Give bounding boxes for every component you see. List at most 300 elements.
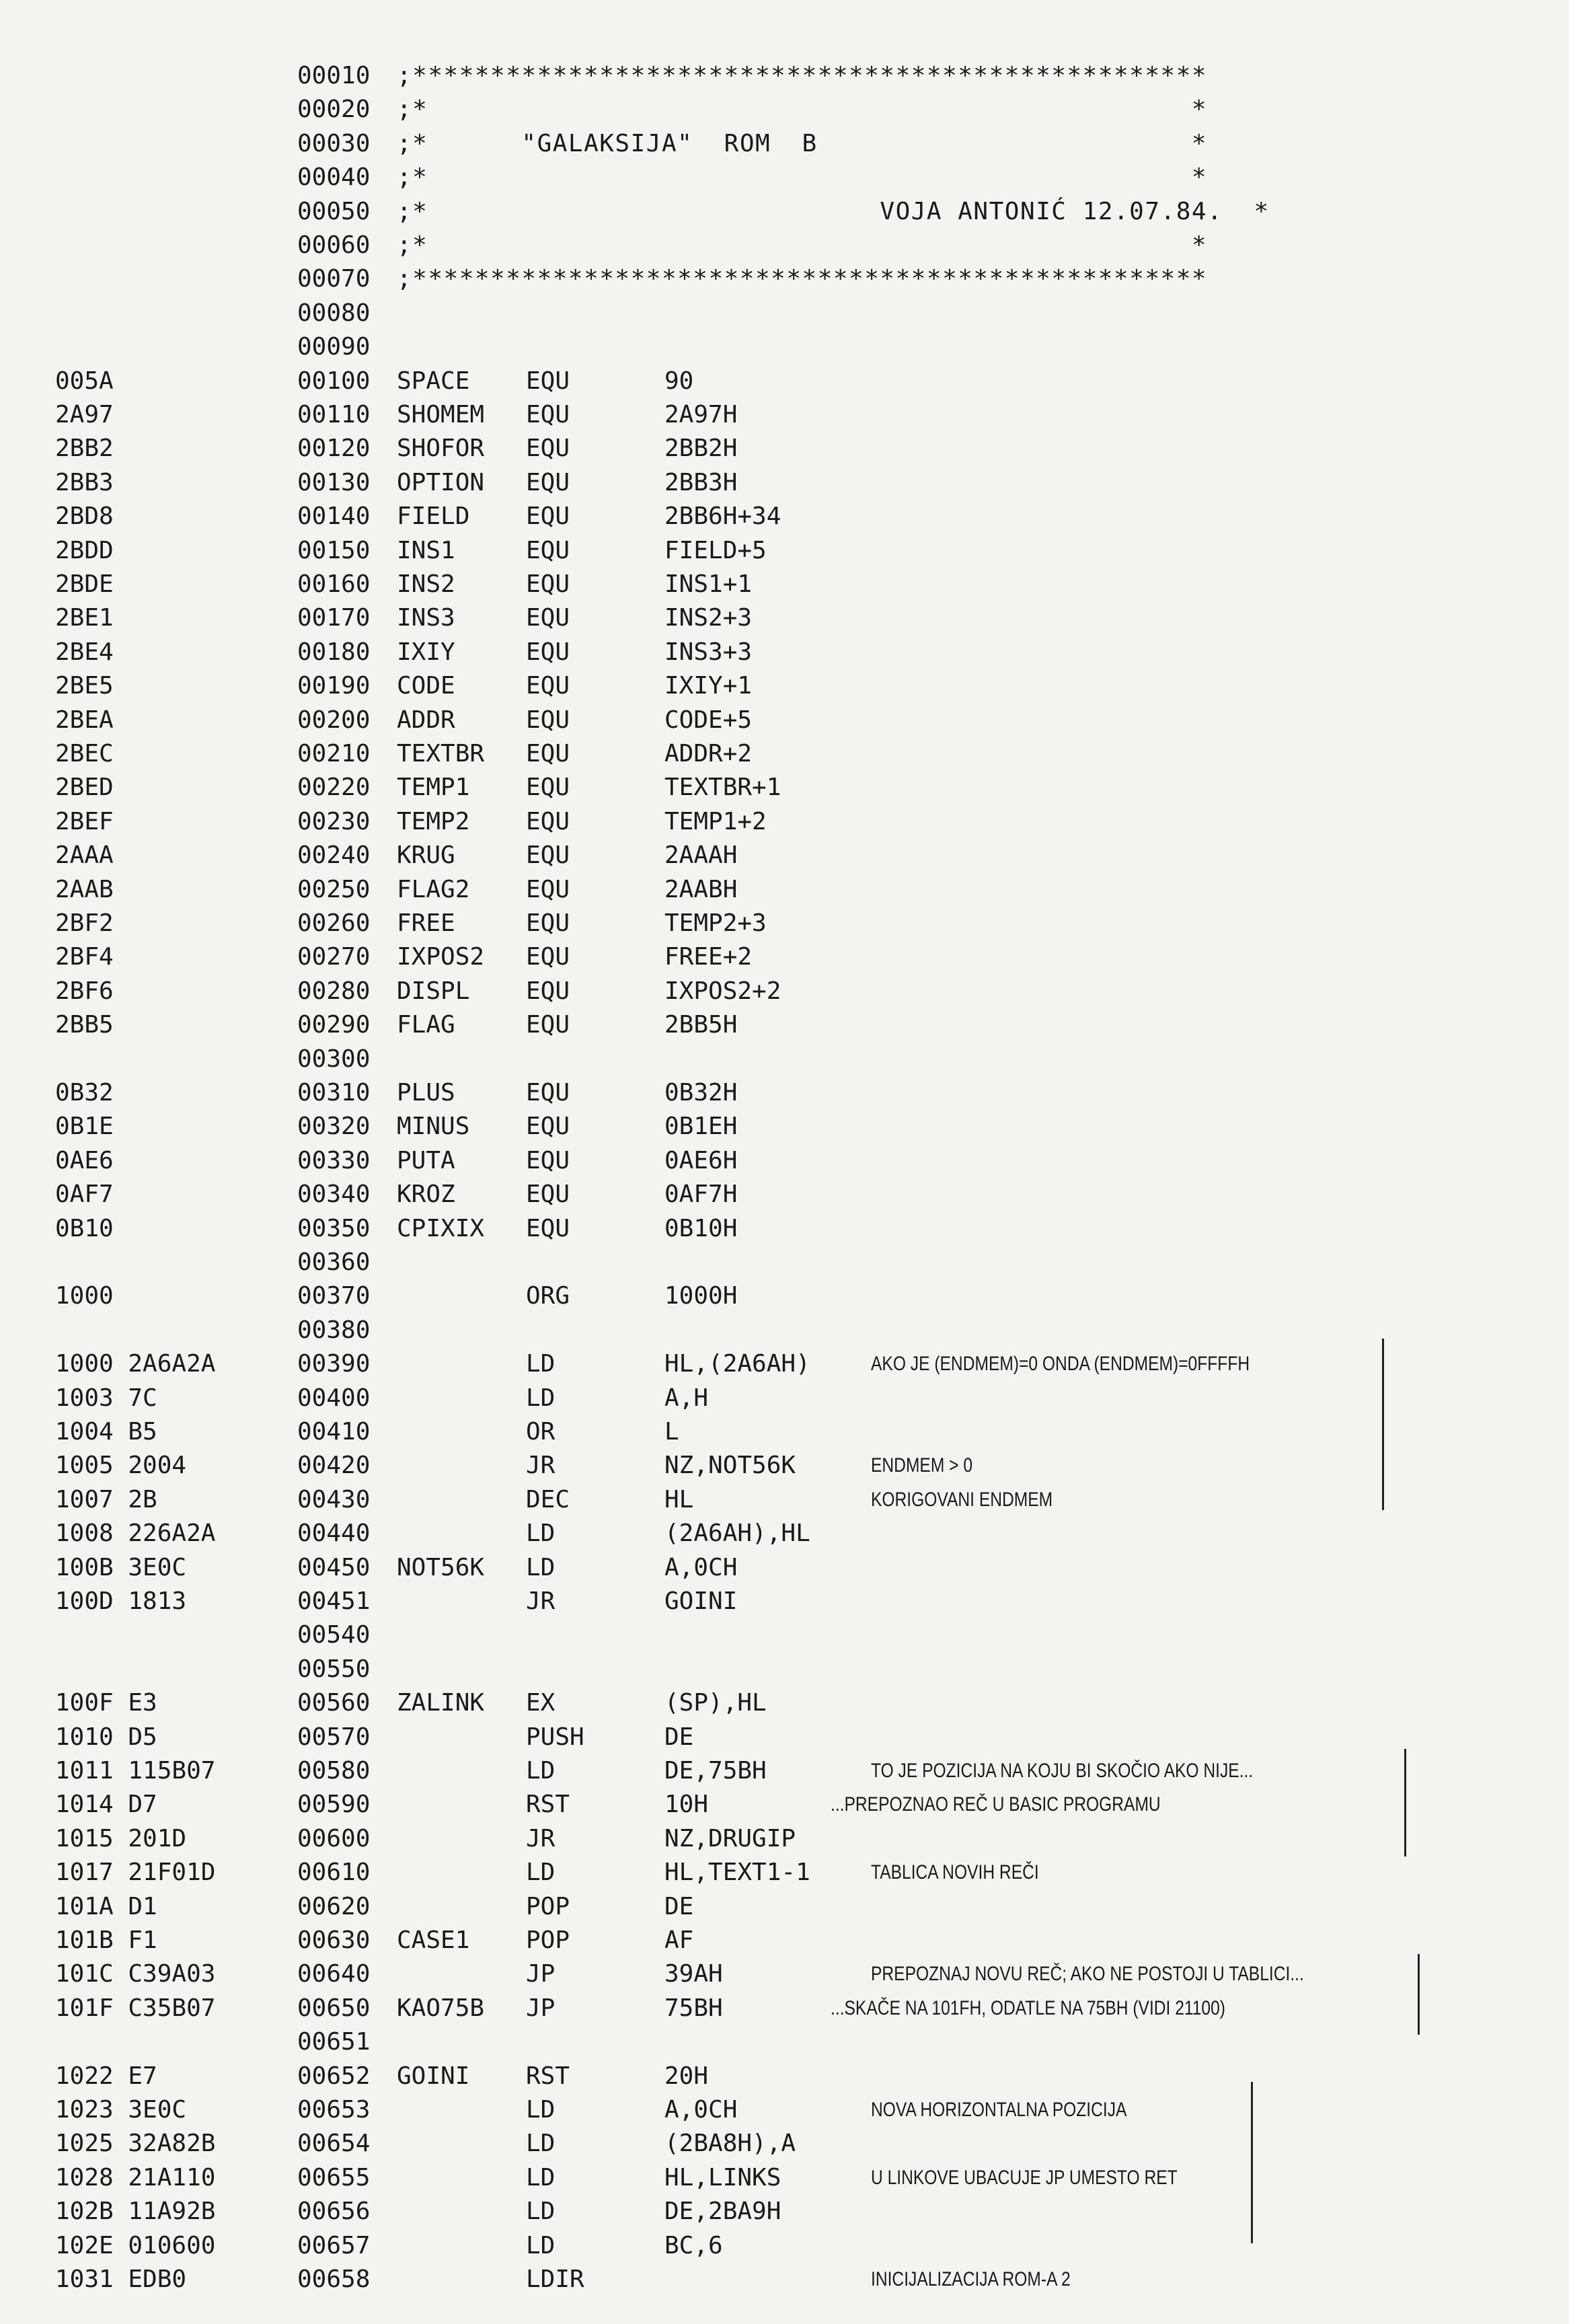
address-code: 2BE1 (55, 604, 114, 632)
line-number: 00410 (297, 1418, 371, 1446)
listing-line (0, 1347, 1569, 1381)
line-number: 00250 (297, 875, 371, 903)
line-number: 00540 (297, 1621, 371, 1649)
opcode: EQU (526, 468, 570, 496)
listing-line (0, 1686, 1569, 1720)
opcode: LD (526, 1553, 556, 1581)
operand: 20H (664, 2062, 709, 2090)
address-code: 101C C39A03 (55, 1960, 216, 1988)
line-number: 00360 (297, 1248, 371, 1276)
address-code: 101A D1 (55, 1892, 157, 1920)
line-number: 00230 (297, 807, 371, 835)
listing-line (0, 1856, 1569, 1889)
comment: KORIGOVANI ENDMEM (871, 1488, 1053, 1511)
line-number: 00650 (297, 1994, 371, 2022)
comment: INICIJALIZACIJA ROM-A 2 (871, 2268, 1071, 2290)
operand: IXIY+1 (664, 672, 753, 700)
opcode: LDIR (526, 2265, 584, 2293)
operand: 10H (664, 1791, 709, 1819)
operand: 2A97H (664, 401, 738, 428)
address-code: 2BD8 (55, 502, 114, 531)
opcode: EQU (526, 706, 570, 734)
operand: AF (664, 1926, 694, 1954)
line-number: 00420 (297, 1452, 371, 1480)
header-box-text: ;* * (397, 163, 1208, 192)
label: DISPL (397, 977, 470, 1005)
address-code: 1000 2A6A2A (55, 1350, 216, 1378)
address-code: 1022 E7 (55, 2062, 157, 2090)
opcode: EQU (526, 943, 570, 971)
address-code: 100F E3 (55, 1689, 157, 1717)
line-number: 00658 (297, 2265, 371, 2293)
operand: HL,LINKS (664, 2163, 781, 2191)
operand: NZ,DRUGIP (664, 1824, 796, 1852)
operand: 0B10H (664, 1214, 738, 1242)
line-number: 00580 (297, 1757, 371, 1785)
line-number: 00590 (297, 1791, 371, 1819)
operand: NZ,NOT56K (664, 1452, 796, 1480)
comment: AKO JE (ENDMEM)=0 ONDA (ENDMEM)=0FFFFH (871, 1353, 1250, 1376)
header-box-text: ;* "GALAKSIJA" ROM B * (397, 129, 1208, 157)
address-code: 1010 D5 (55, 1723, 157, 1751)
listing-line (0, 907, 1569, 940)
opcode: JP (526, 1994, 556, 2022)
address-code: 0B1E (55, 1113, 114, 1141)
operand: HL (664, 1485, 694, 1513)
line-number: 00654 (297, 2130, 371, 2158)
listing-line (0, 601, 1569, 635)
comment: TABLICA NOVIH REČI (871, 1861, 1039, 1884)
header-box-text: ;* VOJA ANTONIĆ 12.07.84. * (397, 197, 1270, 225)
operand: HL,TEXT1-1 (664, 1859, 810, 1887)
comment: ENDMEM > 0 (871, 1454, 973, 1477)
opcode: EQU (526, 638, 570, 666)
operand: 39AH (664, 1960, 723, 1988)
listing-line (0, 59, 1569, 93)
line-number: 00340 (297, 1180, 371, 1209)
address-code: 2BF6 (55, 977, 114, 1005)
comment: TO JE POZICIJA NA KOJU BI SKOČIO AKO NIJE... (871, 1760, 1254, 1782)
listing-line (0, 1551, 1569, 1585)
address-code: 2AAA (55, 841, 114, 870)
line-number: 00030 (297, 129, 371, 157)
opcode: LD (526, 1384, 556, 1412)
label: TEXTBR (397, 740, 485, 767)
operand: BC,6 (664, 2231, 723, 2259)
address-code: 0AE6 (55, 1146, 114, 1174)
operand: 2BB3H (664, 468, 738, 496)
opcode: DEC (526, 1485, 570, 1513)
margin-bracket-line (1251, 2082, 1253, 2243)
line-number: 00430 (297, 1485, 371, 1513)
opcode: JR (526, 1587, 556, 1615)
operand: DE (664, 1723, 694, 1751)
listing-line (0, 873, 1569, 907)
label: GOINI (397, 2062, 470, 2090)
line-number: 00620 (297, 1892, 371, 1920)
listing-line (0, 398, 1569, 432)
listing-line (0, 805, 1569, 839)
opcode: OR (526, 1418, 556, 1446)
address-code: 0B10 (55, 1214, 114, 1242)
address-code: 1028 21A110 (55, 2163, 216, 2191)
line-number: 00210 (297, 740, 371, 767)
address-code: 1015 201D (55, 1824, 187, 1852)
comment: ...SKAČE NA 101FH, ODATLE NA 75BH (VIDI 21100) (831, 1996, 1225, 2019)
line-number: 00220 (297, 774, 371, 802)
listing-line (0, 1483, 1569, 1517)
listing-line (0, 1076, 1569, 1110)
listing-line (0, 229, 1569, 262)
address-code: 101B F1 (55, 1926, 157, 1954)
listing-line (0, 704, 1569, 737)
listing-line (0, 1449, 1569, 1483)
listing-line (0, 466, 1569, 500)
opcode: EX (526, 1689, 556, 1717)
address-code: 1007 2B (55, 1485, 157, 1513)
line-number: 00140 (297, 502, 371, 531)
listing-line (0, 2263, 1569, 2296)
label: FLAG2 (397, 875, 470, 903)
operand: 2AABH (664, 875, 738, 903)
label: FLAG (397, 1011, 455, 1039)
line-number: 00630 (297, 1926, 371, 1954)
operand: TEMP1+2 (664, 807, 767, 835)
label: TEMP2 (397, 807, 470, 835)
line-number: 00270 (297, 943, 371, 971)
address-code: 1014 D7 (55, 1791, 157, 1819)
operand: IXPOS2+2 (664, 977, 781, 1005)
listing-line (0, 1890, 1569, 1924)
line-number: 00652 (297, 2062, 371, 2090)
opcode: EQU (526, 841, 570, 870)
operand: GOINI (664, 1587, 738, 1615)
listing-line (0, 195, 1569, 229)
line-number: 00150 (297, 536, 371, 564)
line-number: 00610 (297, 1859, 371, 1887)
listing-line (0, 262, 1569, 296)
operand: 2BB2H (664, 435, 738, 463)
header-box-text: ;* * (397, 96, 1208, 124)
label: ADDR (397, 706, 455, 734)
listing-line (0, 1110, 1569, 1144)
listing-line (0, 1382, 1569, 1415)
opcode: EQU (526, 875, 570, 903)
operand: INS2+3 (664, 604, 753, 632)
opcode: LD (526, 1350, 556, 1378)
line-number: 00640 (297, 1960, 371, 1988)
opcode: JR (526, 1824, 556, 1852)
address-code: 0AF7 (55, 1180, 114, 1209)
address-code: 1017 21F01D (55, 1859, 216, 1887)
line-number: 00120 (297, 435, 371, 463)
operand: DE,75BH (664, 1757, 767, 1785)
line-number: 00656 (297, 2198, 371, 2226)
label: KAO75B (397, 1994, 485, 2022)
listing-line (0, 127, 1569, 161)
opcode: EQU (526, 570, 570, 598)
address-code: 2BEF (55, 807, 114, 835)
line-number: 00570 (297, 1723, 371, 1751)
operand: 90 (664, 367, 694, 395)
line-number: 00040 (297, 163, 371, 192)
address-code: 1011 115B07 (55, 1757, 216, 1785)
listing-line (0, 2025, 1569, 2059)
listing-line (0, 1178, 1569, 1211)
address-code: 2BF2 (55, 909, 114, 937)
operand: 0B32H (664, 1079, 738, 1107)
operand: DE (664, 1892, 694, 1920)
opcode: EQU (526, 1180, 570, 1209)
label: SHOMEM (397, 401, 485, 428)
listing-line (0, 1992, 1569, 2025)
listing-line (0, 1721, 1569, 1754)
line-number: 00440 (297, 1520, 371, 1548)
address-code: 100B 3E0C (55, 1553, 187, 1581)
operand: 0AF7H (664, 1180, 738, 1209)
opcode: EQU (526, 807, 570, 835)
label: KROZ (397, 1180, 455, 1209)
address-code: 2BE5 (55, 672, 114, 700)
address-code: 2BDE (55, 570, 114, 598)
address-code: 2BB5 (55, 1011, 114, 1039)
operand: L (664, 1418, 679, 1446)
opcode: LD (526, 2198, 556, 2226)
line-number: 00110 (297, 401, 371, 428)
operand: 0B1EH (664, 1113, 738, 1141)
operand: A,0CH (664, 1553, 738, 1581)
line-number: 00130 (297, 468, 371, 496)
opcode: EQU (526, 435, 570, 463)
listing-line (0, 2195, 1569, 2228)
header-box-text: ;*************************************************** (397, 265, 1208, 293)
opcode: EQU (526, 672, 570, 700)
operand: 2BB5H (664, 1011, 738, 1039)
operand: (2BA8H),A (664, 2130, 796, 2158)
listing-line (0, 1653, 1569, 1686)
operand: INS1+1 (664, 570, 753, 598)
opcode: EQU (526, 977, 570, 1005)
listing-line (0, 1957, 1569, 1991)
label: INS1 (397, 536, 455, 564)
listing-line (0, 839, 1569, 872)
listing-line (0, 1822, 1569, 1856)
line-number: 00370 (297, 1282, 371, 1310)
margin-bracket-line (1382, 1339, 1384, 1510)
line-number: 00070 (297, 265, 371, 293)
line-number: 00310 (297, 1079, 371, 1107)
opcode: POP (526, 1892, 570, 1920)
address-code: 1005 2004 (55, 1452, 187, 1480)
opcode: LD (526, 2130, 556, 2158)
listing-line (0, 1754, 1569, 1788)
opcode: ORG (526, 1282, 570, 1310)
listing-line (0, 975, 1569, 1008)
opcode: EQU (526, 502, 570, 531)
opcode: JR (526, 1452, 556, 1480)
line-number: 00380 (297, 1316, 371, 1344)
opcode: EQU (526, 909, 570, 937)
address-code: 2BF4 (55, 943, 114, 971)
listing-line (0, 1415, 1569, 1449)
operand: DE,2BA9H (664, 2198, 781, 2226)
address-code: 1008 226A2A (55, 1520, 216, 1548)
margin-bracket-line (1404, 1749, 1406, 1857)
listing-line (0, 2060, 1569, 2093)
listing-line (0, 1212, 1569, 1246)
line-number: 00653 (297, 2096, 371, 2124)
line-number: 00600 (297, 1824, 371, 1852)
address-code: 2BDD (55, 536, 114, 564)
listing-line (0, 500, 1569, 533)
listing-line (0, 2093, 1569, 2127)
operand: 2AAAH (664, 841, 738, 870)
listing-line (0, 93, 1569, 126)
operand: CODE+5 (664, 706, 753, 734)
opcode: EQU (526, 401, 570, 428)
listing-line (0, 432, 1569, 465)
listing-line (0, 2229, 1569, 2263)
operand: INS3+3 (664, 638, 753, 666)
label: TEMP1 (397, 774, 470, 802)
operand: A,H (664, 1384, 709, 1412)
address-code: 1023 3E0C (55, 2096, 187, 2124)
operand: (2A6AH),HL (664, 1520, 810, 1548)
listing-line (0, 2127, 1569, 2161)
address-code: 1004 B5 (55, 1418, 157, 1446)
operand: A,0CH (664, 2096, 738, 2124)
opcode: RST (526, 1791, 570, 1819)
listing-line (0, 1246, 1569, 1279)
line-number: 00657 (297, 2231, 371, 2259)
listing-line (0, 2161, 1569, 2195)
listing-line (0, 365, 1569, 398)
line-number: 00090 (297, 333, 371, 361)
line-number: 00020 (297, 96, 371, 124)
label: SHOFOR (397, 435, 485, 463)
line-number: 00451 (297, 1587, 371, 1615)
line-number: 00280 (297, 977, 371, 1005)
opcode: POP (526, 1926, 570, 1954)
line-number: 00350 (297, 1214, 371, 1242)
opcode: EQU (526, 774, 570, 802)
address-code: 2AAB (55, 875, 114, 903)
listing-line (0, 669, 1569, 703)
line-number: 00330 (297, 1146, 371, 1174)
address-code: 2BEC (55, 740, 114, 767)
opcode: PUSH (526, 1723, 584, 1751)
opcode: LD (526, 1757, 556, 1785)
line-number: 00390 (297, 1350, 371, 1378)
label: KRUG (397, 841, 455, 870)
listing-line (0, 771, 1569, 804)
label: FREE (397, 909, 455, 937)
address-code: 005A (55, 367, 114, 395)
address-code: 1000 (55, 1282, 114, 1310)
line-number: 00290 (297, 1011, 371, 1039)
label: CASE1 (397, 1926, 470, 1954)
address-code: 2BEA (55, 706, 114, 734)
opcode: EQU (526, 604, 570, 632)
operand: 75BH (664, 1994, 723, 2022)
comment: PREPOZNAJ NOVU REČ; AKO NE POSTOJI U TABLICI... (871, 1963, 1304, 1986)
operand: 1000H (664, 1282, 738, 1310)
listing-line (0, 568, 1569, 601)
opcode: EQU (526, 536, 570, 564)
listing-line (0, 1924, 1569, 1957)
line-number: 00190 (297, 672, 371, 700)
opcode: EQU (526, 367, 570, 395)
operand: (SP),HL (664, 1689, 767, 1717)
operand: 0AE6H (664, 1146, 738, 1174)
comment: NOVA HORIZONTALNA POZICIJA (871, 2099, 1127, 2121)
address-code: 2BE4 (55, 638, 114, 666)
line-number: 00240 (297, 841, 371, 870)
line-number: 00100 (297, 367, 371, 395)
listing-line (0, 161, 1569, 194)
label: NOT56K (397, 1553, 485, 1581)
line-number: 00400 (297, 1384, 371, 1412)
label: MINUS (397, 1113, 470, 1141)
operand: TEMP2+3 (664, 909, 767, 937)
listing-line (0, 636, 1569, 669)
label: PUTA (397, 1146, 455, 1174)
opcode: EQU (526, 1079, 570, 1107)
label: SPACE (397, 367, 470, 395)
address-code: 100D 1813 (55, 1587, 187, 1615)
opcode: EQU (526, 1146, 570, 1174)
line-number: 00550 (297, 1655, 371, 1683)
address-code: 1025 32A82B (55, 2130, 216, 2158)
margin-bracket-line (1418, 1954, 1420, 2035)
address-code: 102E 010600 (55, 2231, 216, 2259)
listing-line (0, 297, 1569, 330)
label: ZALINK (397, 1689, 485, 1717)
line-number: 00080 (297, 299, 371, 327)
opcode: JP (526, 1960, 556, 1988)
header-box-text: ;* * (397, 231, 1208, 259)
operand: FREE+2 (664, 943, 753, 971)
listing-line (0, 534, 1569, 568)
line-number: 00651 (297, 2028, 371, 2056)
line-number: 00050 (297, 197, 371, 225)
opcode: RST (526, 2062, 570, 2090)
opcode: LD (526, 2163, 556, 2191)
line-number: 00560 (297, 1689, 371, 1717)
line-number: 00300 (297, 1045, 371, 1073)
address-code: 0B32 (55, 1079, 114, 1107)
label: FIELD (397, 502, 470, 531)
operand: TEXTBR+1 (664, 774, 781, 802)
listing-line (0, 1585, 1569, 1618)
opcode: EQU (526, 740, 570, 767)
listing-line (0, 1279, 1569, 1313)
line-number: 00320 (297, 1113, 371, 1141)
listing-line (0, 940, 1569, 974)
opcode: LD (526, 1520, 556, 1548)
label: INS2 (397, 570, 455, 598)
label: OPTION (397, 468, 485, 496)
address-code: 2A97 (55, 401, 114, 428)
line-number: 00200 (297, 706, 371, 734)
opcode: LD (526, 1859, 556, 1887)
listing-line (0, 737, 1569, 771)
address-code: 2BED (55, 774, 114, 802)
operand: 2BB6H+34 (664, 502, 781, 531)
address-code: 1031 EDB0 (55, 2265, 187, 2293)
listing-line (0, 1517, 1569, 1550)
comment: ...PREPOZNAO REČ U BASIC PROGRAMU (831, 1793, 1161, 1816)
